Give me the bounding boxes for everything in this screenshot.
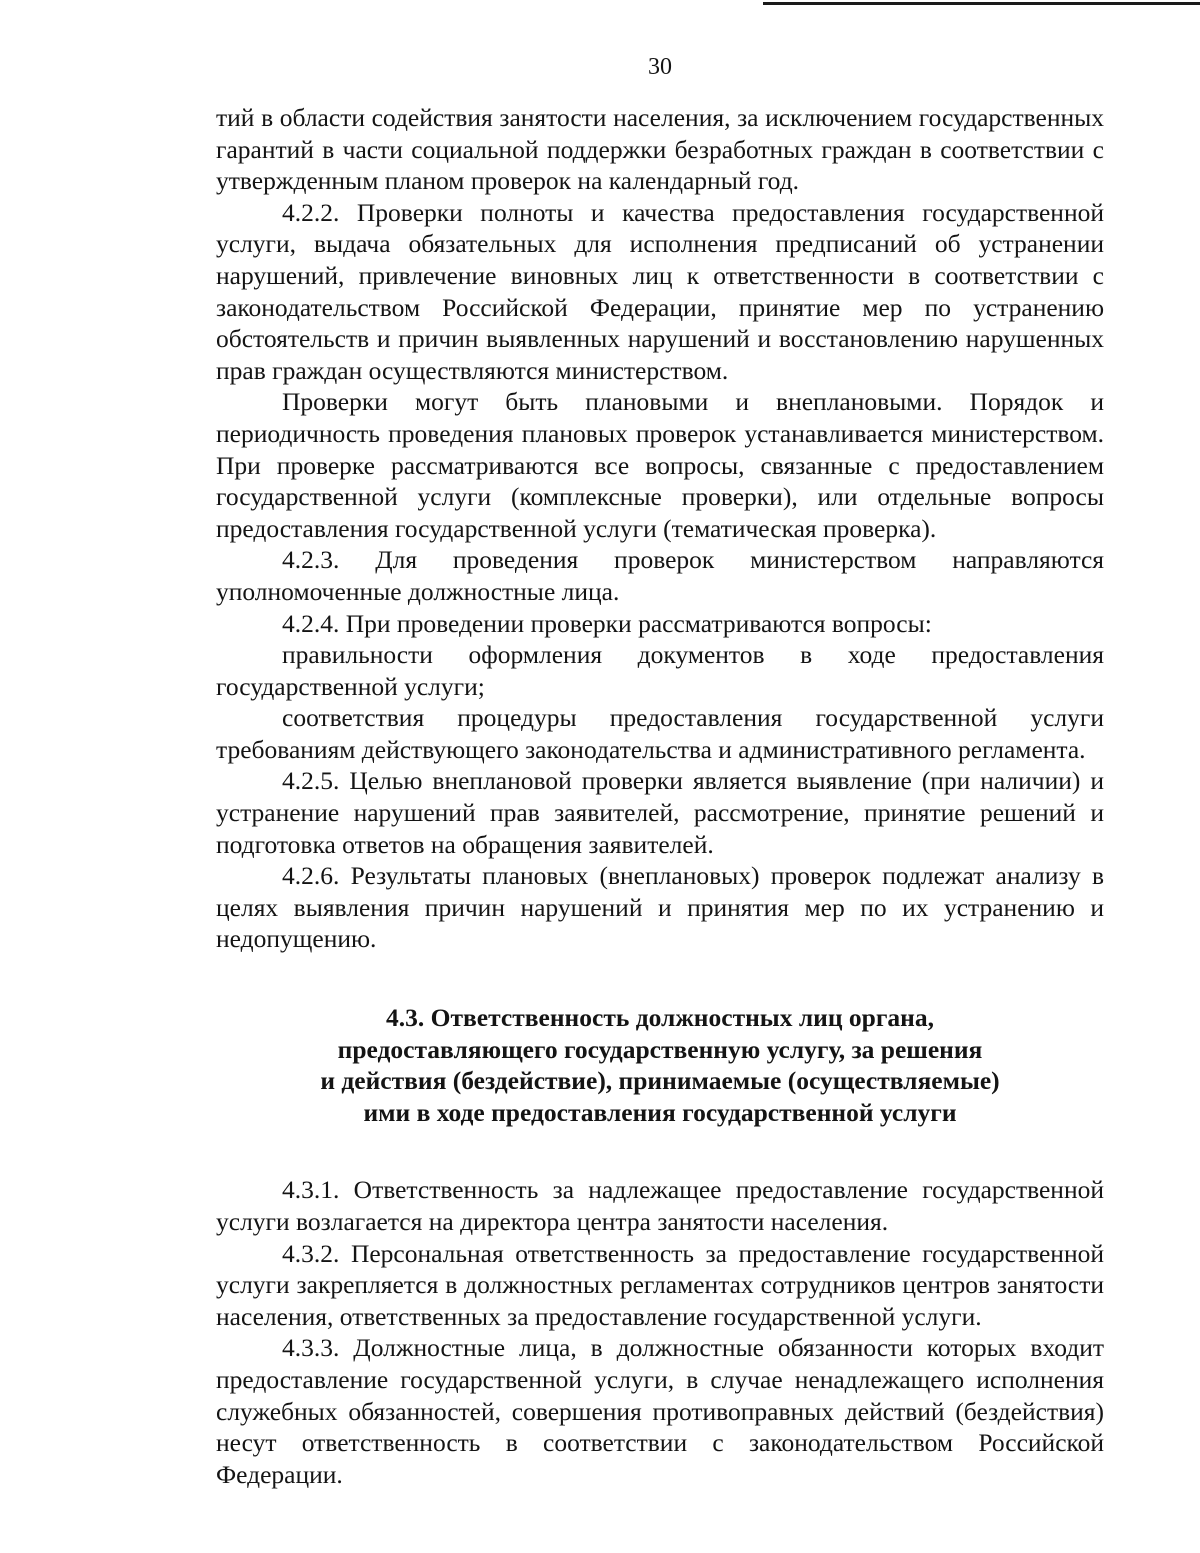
paragraph: правильности оформления документов в ходе предоставления государственной услуги;: [216, 640, 1104, 701]
heading-line: ими в ходе предоставления государственной услуги: [363, 1097, 957, 1127]
paragraph: Проверки могут быть плановыми и внеплановыми. Порядок и периодичность проведения плановых проверок устанавливается министерством. При проверке рассматриваются все вопросы, связанные с предоставлением государственной услуги (комплексные проверки), или отдельные вопросы предоставления государственной услуги (тематическая проверка).: [216, 387, 1104, 543]
paragraph: соответствия процедуры предоставления государственной услуги требованиям действующего законодательства и административного регламента.: [216, 703, 1104, 764]
paragraph: 4.2.3. Для проведения проверок министерством направляются уполномоченные должностные лица.: [216, 545, 1104, 606]
document-body: [216, 102, 1104, 1490]
top-rule: [763, 2, 1200, 5]
paragraph: 4.2.2. Проверки полноты и качества предоставления государственной услуги, выдача обязательных для исполнения предписаний об устранении нарушений, привлечение виновных лиц к ответственности в соответствии с законодательством Российской Федерации, принятие мер по устранению обстоятельств и причин выявленных нарушений и восстановлению нарушенных прав граждан осуществляются министерством.: [216, 197, 1104, 385]
paragraph: 4.2.5. Целью внеплановой проверки является выявление (при наличии) и устранение нарушений прав заявителей, рассмотрение, принятие решений и подготовка ответов на обращения заявителей.: [216, 766, 1104, 859]
paragraph: 4.2.6. Результаты плановых (внеплановых) проверок подлежат анализу в целях выявления причин нарушений и принятия мер по их устранению и недопущению.: [216, 861, 1104, 954]
paragraph: 4.3.2. Персональная ответственность за предоставление государственной услуги закрепляется в должностных регламентах сотрудников центров занятости населения, ответственных за предоставление государственной услуги.: [216, 1238, 1104, 1331]
heading-line: 4.3. Ответственность должностных лиц органа,: [386, 1003, 934, 1033]
paragraph: 4.3.1. Ответственность за надлежащее предоставление государственной услуги возлагается на директора центра занятости населения.: [216, 1175, 1104, 1236]
heading-line: предоставляющего государственную услугу, за решения: [337, 1034, 983, 1064]
heading-line: и действия (бездействие), принимаемые (осуществляемые): [320, 1066, 1000, 1096]
paragraph: тий в области содействия занятости населения, за исключением государственных гарантий в части социальной поддержки безработных граждан в соответствии с утвержденным планом проверок на календарный год.: [216, 103, 1104, 196]
section-heading: [216, 1002, 1104, 1128]
paragraph: 4.3.3. Должностные лица, в должностные обязанности которых входит предоставление государственной услуги, в случае ненадлежащего исполнения служебных обязанностей, совершения противоправных действий (бездействия) несут ответственность в соответствии с законодательством Российской Федерации.: [216, 1333, 1104, 1489]
page-number: 30: [648, 54, 672, 80]
paragraph: 4.2.4. При проведении проверки рассматриваются вопросы:: [282, 608, 932, 638]
